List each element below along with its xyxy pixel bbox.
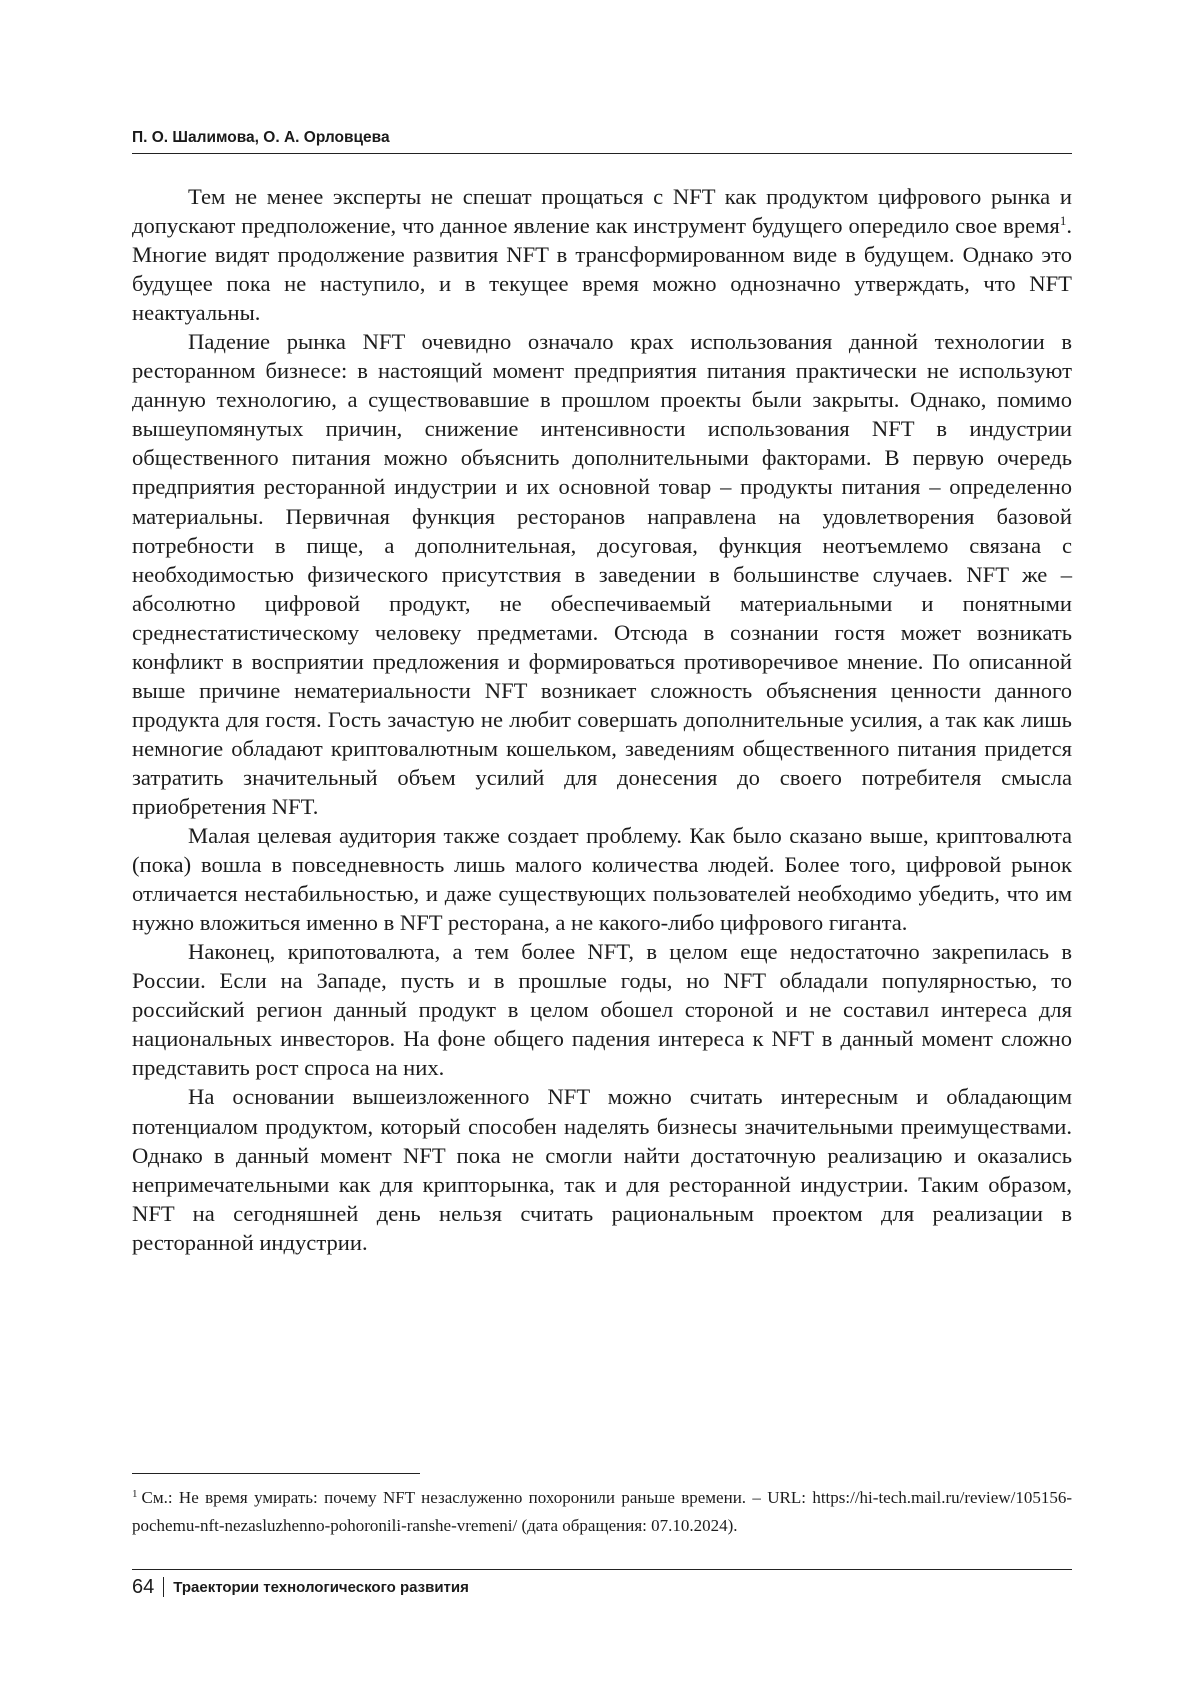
journal-title: Траектории технологического развития xyxy=(173,1578,469,1596)
footer-divider xyxy=(163,1577,164,1597)
page-number: 64 xyxy=(132,1575,155,1598)
paragraph-5: На основании вышеизложенного NFT можно считать интересным и обладающим потенциалом продуктом, который способен наделять бизнесы значительными преимуществами. Однако в данный момент NFT пока не смогли найти достаточную реализацию и оказались непримечательными как для крипторынка, так и для ресторанной индустрии. Таким образом, NFT на сегодняшней день нельзя считать рациональным проектом для реализации в ресторанной индустрии. xyxy=(132,1084,1072,1255)
paragraph-1-text-start: Тем не менее эксперты не спешат прощаться с NFT как продуктом цифрового рынка и допускают предположение, что данное явление как инструмент будущего опередило свое время xyxy=(132,184,1072,239)
footnote-reference[interactable]: 1 xyxy=(1059,213,1067,229)
footnote-number: 1 xyxy=(132,1488,138,1500)
footnote-separator xyxy=(132,1473,420,1474)
paragraph-3: Малая целевая аудитория также создает проблему. Как было сказано выше, криптовалюта (пока) вошла в повседневность лишь малого количества людей. Более того, цифровой рынок отличается нестабильностью, и даже существующих пользователей необходимо убедить, что им нужно вложиться именно в NFT ресторана, а не какого-либо цифрового гиганта. xyxy=(132,823,1072,936)
footnote xyxy=(132,1484,1072,1540)
running-head-authors: П. О. Шалимова, О. А. Орловцева xyxy=(132,129,390,146)
paragraph-2: Падение рынка NFT очевидно означало крах использования данной технологии в ресторанном бизнесе: в настоящий момент предприятия питания практически не используют данную технологию, а существовавшие в прошлом проекты были закрыты. Однако, помимо вышеупомянутых причин, снижение интенсивности использования NFT в индустрии общественного питания можно объяснить дополнительными факторами. В первую очередь предприятия ресторанной индустрии и их основной товар – продукты питания – определенно материальны. Первичная функция ресторанов направлена на удовлетворения базовой потребности в пище, а дополнительная, досуговая, функция неотъемлемо связана с необходимостью физического присутствия в заведении в большинстве случаев. NFT же – абсолютно цифровой продукт, не обеспечиваемый материальными и понятными среднестатистическому человеку предметами. Отсюда в сознании гостя может возникать конфликт в восприятии предложения и формироваться противоречивое мнение. По описанной выше причине нематериальности NFT возникает сложность объяснения ценности данного продукта для гостя. Гость зачастую не любит совершать дополнительные усилия, а так как лишь немногие обладают криптовалютным кошельком, заведениям общественного питания придется затратить значительный объем усилий для донесения до своего потребителя смысла приобретения NFT. xyxy=(132,329,1072,819)
paragraph-1 xyxy=(132,182,1072,327)
footer-rule xyxy=(132,1569,1072,1570)
footnote-text: См.: Не время умирать: почему NFT незаслуженно похоронили раньше времени. – URL: https://hi-tech.mail.ru/review/105156-pochemu-nft-nezasluzhenno-pohoronili-ranshe-vremeni/ (дата обращения: 07.10.2024). xyxy=(132,1488,1072,1535)
header-rule xyxy=(132,153,1072,154)
paragraph-4: Наконец, крипотовалюта, а тем более NFT, в целом еще недостаточно закрепилась в России. Если на Западе, пусть и в прошлые годы, но NFT обладали популярностью, то российский регион данный продукт в целом обошел стороной и не составил интереса для национальных инвесторов. На фоне общего падения интереса к NFT в данный момент сложно представить рост спроса на них. xyxy=(132,939,1072,1081)
paragraph-1-text-end: . Многие видят продолжение развития NFT в трансформированном виде в будущем. Однако это будущее пока не наступило, и в текущее время можно однозначно утверждать, что NFT неактуальны. xyxy=(132,213,1072,326)
article-body xyxy=(132,182,1072,1257)
page-footer xyxy=(132,1575,1072,1599)
